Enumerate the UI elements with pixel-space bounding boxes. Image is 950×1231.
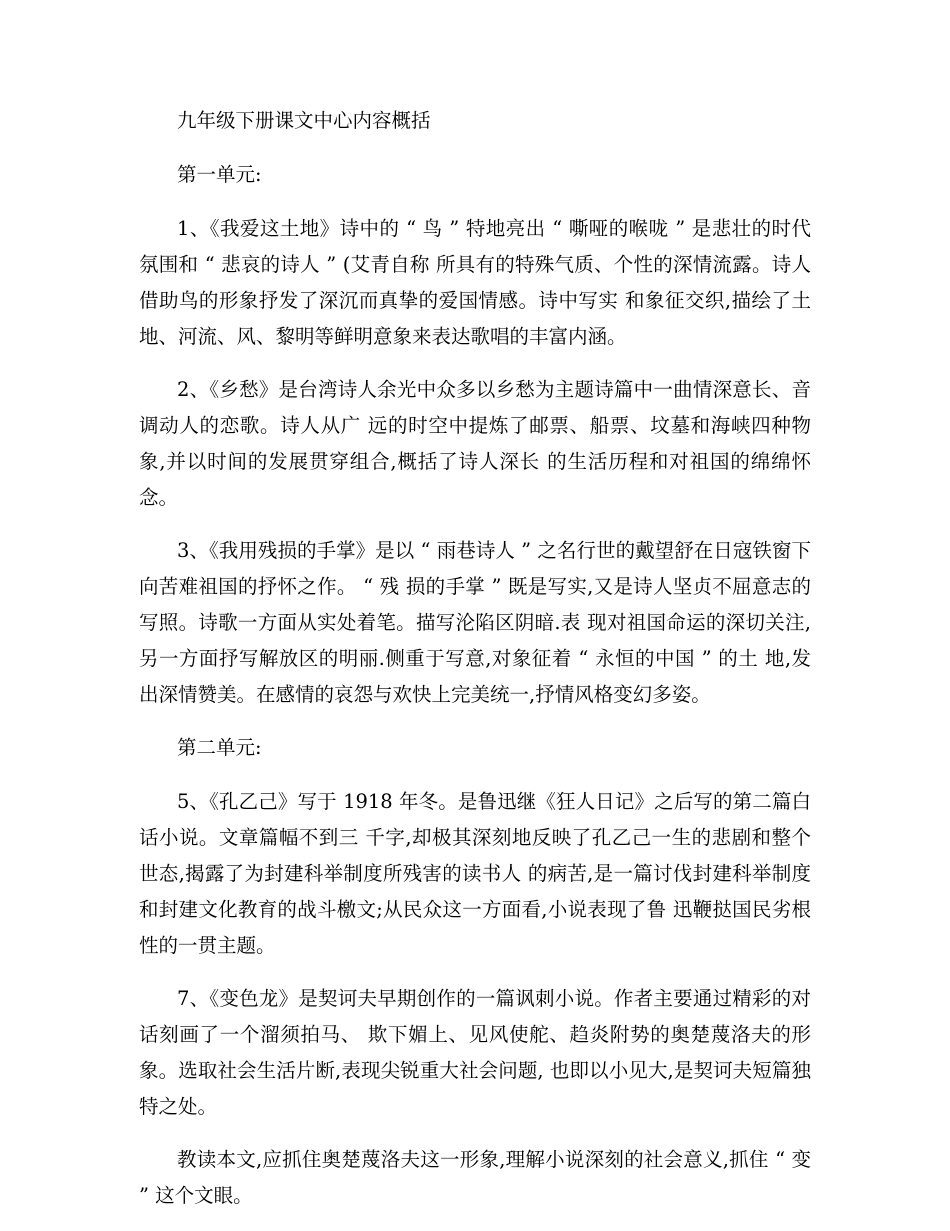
paragraph-7: 7、《变色龙》是契诃夫早期创作的一篇讽刺小说。作者主要通过精彩的对话刻画了一个溜须拍马、 欺下媚上、见风使舵、趋炎附势的奥楚蔑洛夫的形象。选取社会生活片断,表现尖锐重大社会问题, 也即以小见大,是契诃夫短篇独特之处。 [139,987,811,1118]
paragraph-5: 5、《孔乙己》写于 1918 年冬。是鲁迅继《狂人日记》之后写的第二篇白话小说。文章篇幅不到三 千字,却极其深刻地反映了孔乙己一生的悲剧和整个世态,揭露了为封建科举制度所残害的读书人 的病苦,是一篇讨伐封建科举制度和封建文化教育的战斗檄文;从民众这一方面看,小说表现了鲁 迅鞭挞国民劣根性的一贯主题。 [139,790,811,957]
unit-1-heading: 第一单元: [177,163,262,186]
document-title: 九年级下册课文中心内容概括 [177,109,431,132]
paragraph-3: 3、《我用残损的手掌》是以 “ 雨巷诗人 ” 之名行世的戴望舒在日寇铁窗下向苦难祖国的抒怀之作。 “ 残 损的手掌 ” 既是写实,又是诗人坚贞不屈意志的写照。诗歌一方面从实处着笔。描写沦陷区阴暗.表 现对祖国命运的深切关注,另一方面抒写解放区的明丽.侧重于写意,对象征着 “ 永恒的中国 ” 的土 地,发出深情赞美。在感情的哀怨与欢快上完美统一,抒情风格变幻多姿。 [139,539,811,706]
paragraph-teaching-note: 教读本文,应抓住奥楚蔑洛夫这一形象,理解小说深刻的社会意义,抓住 “ 变 ” 这个文眼。 [139,1148,811,1207]
document-body [139,103,811,1231]
paragraph-1: 1、《我爱这土地》诗中的 “ 鸟 ” 特地亮出 “ 嘶哑的喉咙 ” 是悲壮的时代氛围和 “ 悲哀的诗人 ” (艾青自称 所具有的特殊气质、个性的深情流露。诗人借助鸟的形象抒发了深沉而真挚的爱国情感。诗中写实 和象征交织,描绘了土地、河流、风、黎明等鲜明意象来表达歌唱的丰富内涵。 [139,217,811,348]
unit-2-heading: 第二单元: [177,736,262,759]
paragraph-2: 2、《乡愁》是台湾诗人余光中众多以乡愁为主题诗篇中一曲情深意长、音调动人的恋歌。诗人从广 远的时空中提炼了邮票、船票、坟墓和海峡四种物象,并以时间的发展贯穿组合,概括了诗人深长 的生活历程和对祖国的绵绵怀念。 [139,378,811,509]
